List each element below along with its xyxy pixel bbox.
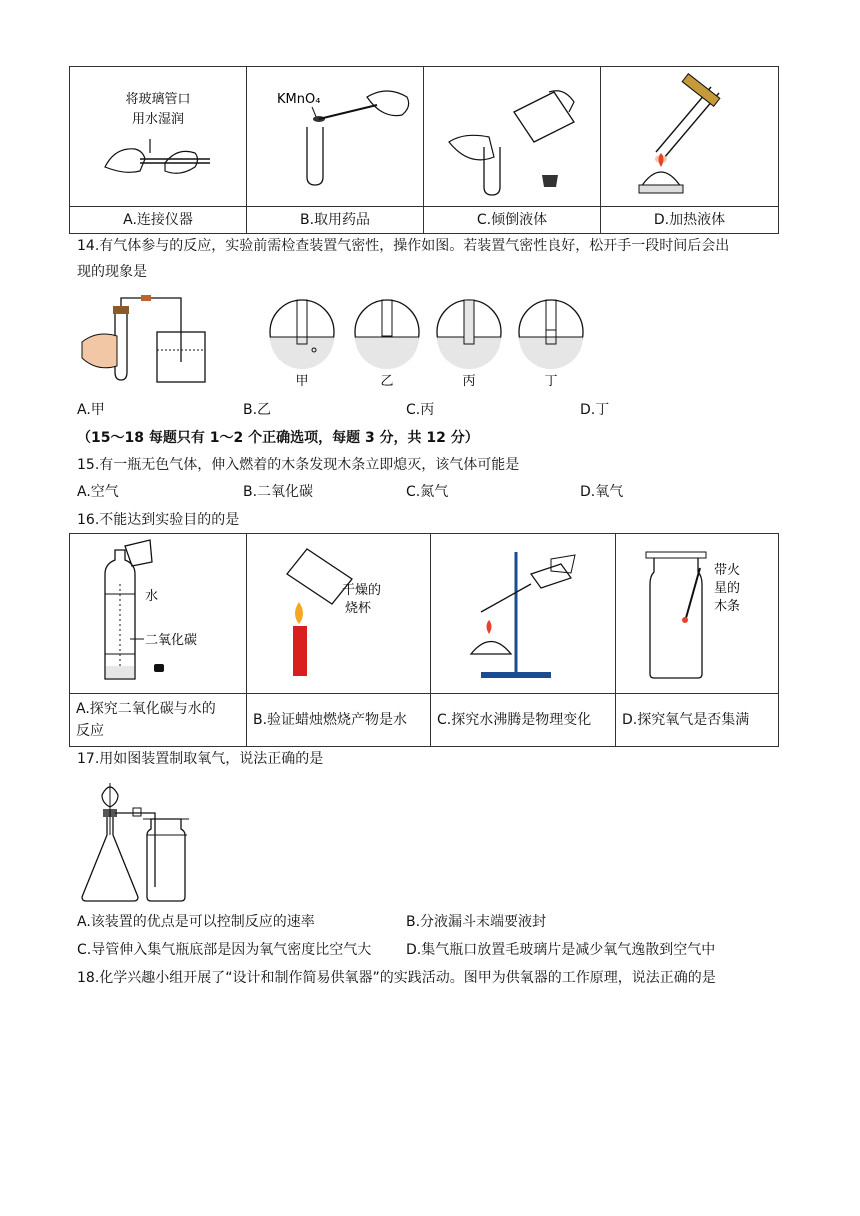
- q13-panel-d: [601, 67, 779, 207]
- q16-panel-a-co2: 二氧化碳: [145, 633, 198, 648]
- q16-option-a: [70, 694, 247, 747]
- q14-stem-line1: 14.有气体参与的反应，实验前需检查装置气密性，操作如图。若装置气密性良好，松开手一段时间后会出: [77, 238, 730, 254]
- q16-panel-d-line2: 星的: [714, 581, 741, 596]
- q17-option-a: A.该装置的优点是可以控制反应的速率: [77, 914, 315, 930]
- q13-panel-a-line1: 将玻璃管口: [125, 92, 191, 107]
- q16-panel-b: [247, 534, 431, 694]
- q15-stem: 15.有一瓶无色气体，伸入燃着的木条发现木条立即熄灭，该气体可能是: [77, 457, 520, 473]
- q16-stem: 16.不能达到实验目的的是: [77, 512, 240, 528]
- q16-option-a-line1: A.探究二氧化碳与水的: [76, 701, 216, 717]
- q13-panel-b-label: KMnO₄: [277, 92, 321, 107]
- q16-panel-b-line1: 干燥的: [342, 583, 382, 598]
- q13-panel-c: [424, 67, 601, 207]
- q14-label-ding: 丁: [544, 374, 558, 389]
- q16-panel-c: [431, 534, 616, 694]
- q14-label-yi: 乙: [380, 374, 394, 389]
- q16-table: [69, 533, 779, 747]
- q16-panel-d-line1: 带火: [714, 563, 741, 578]
- q13-option-d: D.加热液体: [601, 207, 779, 234]
- q15-option-c: C.氮气: [406, 484, 449, 500]
- q13-option-a: A.连接仪器: [70, 207, 247, 234]
- q14-option-b: B.乙: [243, 402, 272, 418]
- q16-panel-a-water: 水: [145, 589, 159, 604]
- q13-panel-a: [70, 67, 247, 207]
- q16-option-a-line2: 反应: [76, 723, 104, 739]
- q16-option-d: D.探究氧气是否集满: [616, 694, 779, 747]
- q14-circle-yi: [355, 300, 419, 369]
- q16-panel-d-line3: 木条: [714, 599, 741, 614]
- q14-label-bing: 丙: [462, 374, 476, 389]
- q17-option-b: B.分液漏斗末端要液封: [406, 914, 547, 930]
- q14-stem-line2: 现的现象是: [77, 264, 147, 280]
- q17-figure: [77, 775, 197, 905]
- q16-option-c: C.探究水沸腾是物理变化: [431, 694, 616, 747]
- q17-option-d: D.集气瓶口放置毛玻璃片是减少氧气逸散到空气中: [406, 942, 716, 958]
- q14-label-jia: 甲: [295, 374, 309, 389]
- q14-option-c: C.丙: [406, 402, 435, 418]
- q17-option-c: C.导管伸入集气瓶底部是因为氧气密度比空气大: [77, 942, 372, 958]
- q14-circle-bing: [437, 300, 501, 369]
- q13-option-b: B.取用药品: [247, 207, 424, 234]
- q16-panel-a: [70, 534, 247, 694]
- q13-table: [69, 66, 779, 234]
- q15-option-d: D.氧气: [580, 484, 624, 500]
- q16-option-b: B.验证蜡烛燃烧产物是水: [247, 694, 431, 747]
- q16-panel-b-line2: 烧杯: [345, 601, 372, 616]
- q13-panel-a-line2: 用水湿润: [131, 112, 185, 127]
- section-note: （15～18 每题只有 1～2 个正确选项，每题 3 分，共 12 分）: [77, 430, 479, 446]
- q17-stem: 17.用如图装置制取氧气，说法正确的是: [77, 751, 324, 767]
- q16-panel-d: [616, 534, 779, 694]
- q14-figure: [77, 292, 617, 392]
- q18-stem: 18.化学兴趣小组开展了“设计和制作简易供氧器”的实践活动。图甲为供氧器的工作原理，说法正确的是: [77, 970, 716, 986]
- q14-option-d: D.丁: [580, 402, 610, 418]
- q15-option-b: B.二氧化碳: [243, 484, 314, 500]
- q13-option-c: C.倾倒液体: [424, 207, 601, 234]
- q13-panel-b: [247, 67, 424, 207]
- q14-option-a: A.甲: [77, 402, 105, 418]
- q14-circle-jia: [270, 300, 334, 369]
- q15-option-a: A.空气: [77, 484, 119, 500]
- q14-circle-ding: [519, 300, 583, 369]
